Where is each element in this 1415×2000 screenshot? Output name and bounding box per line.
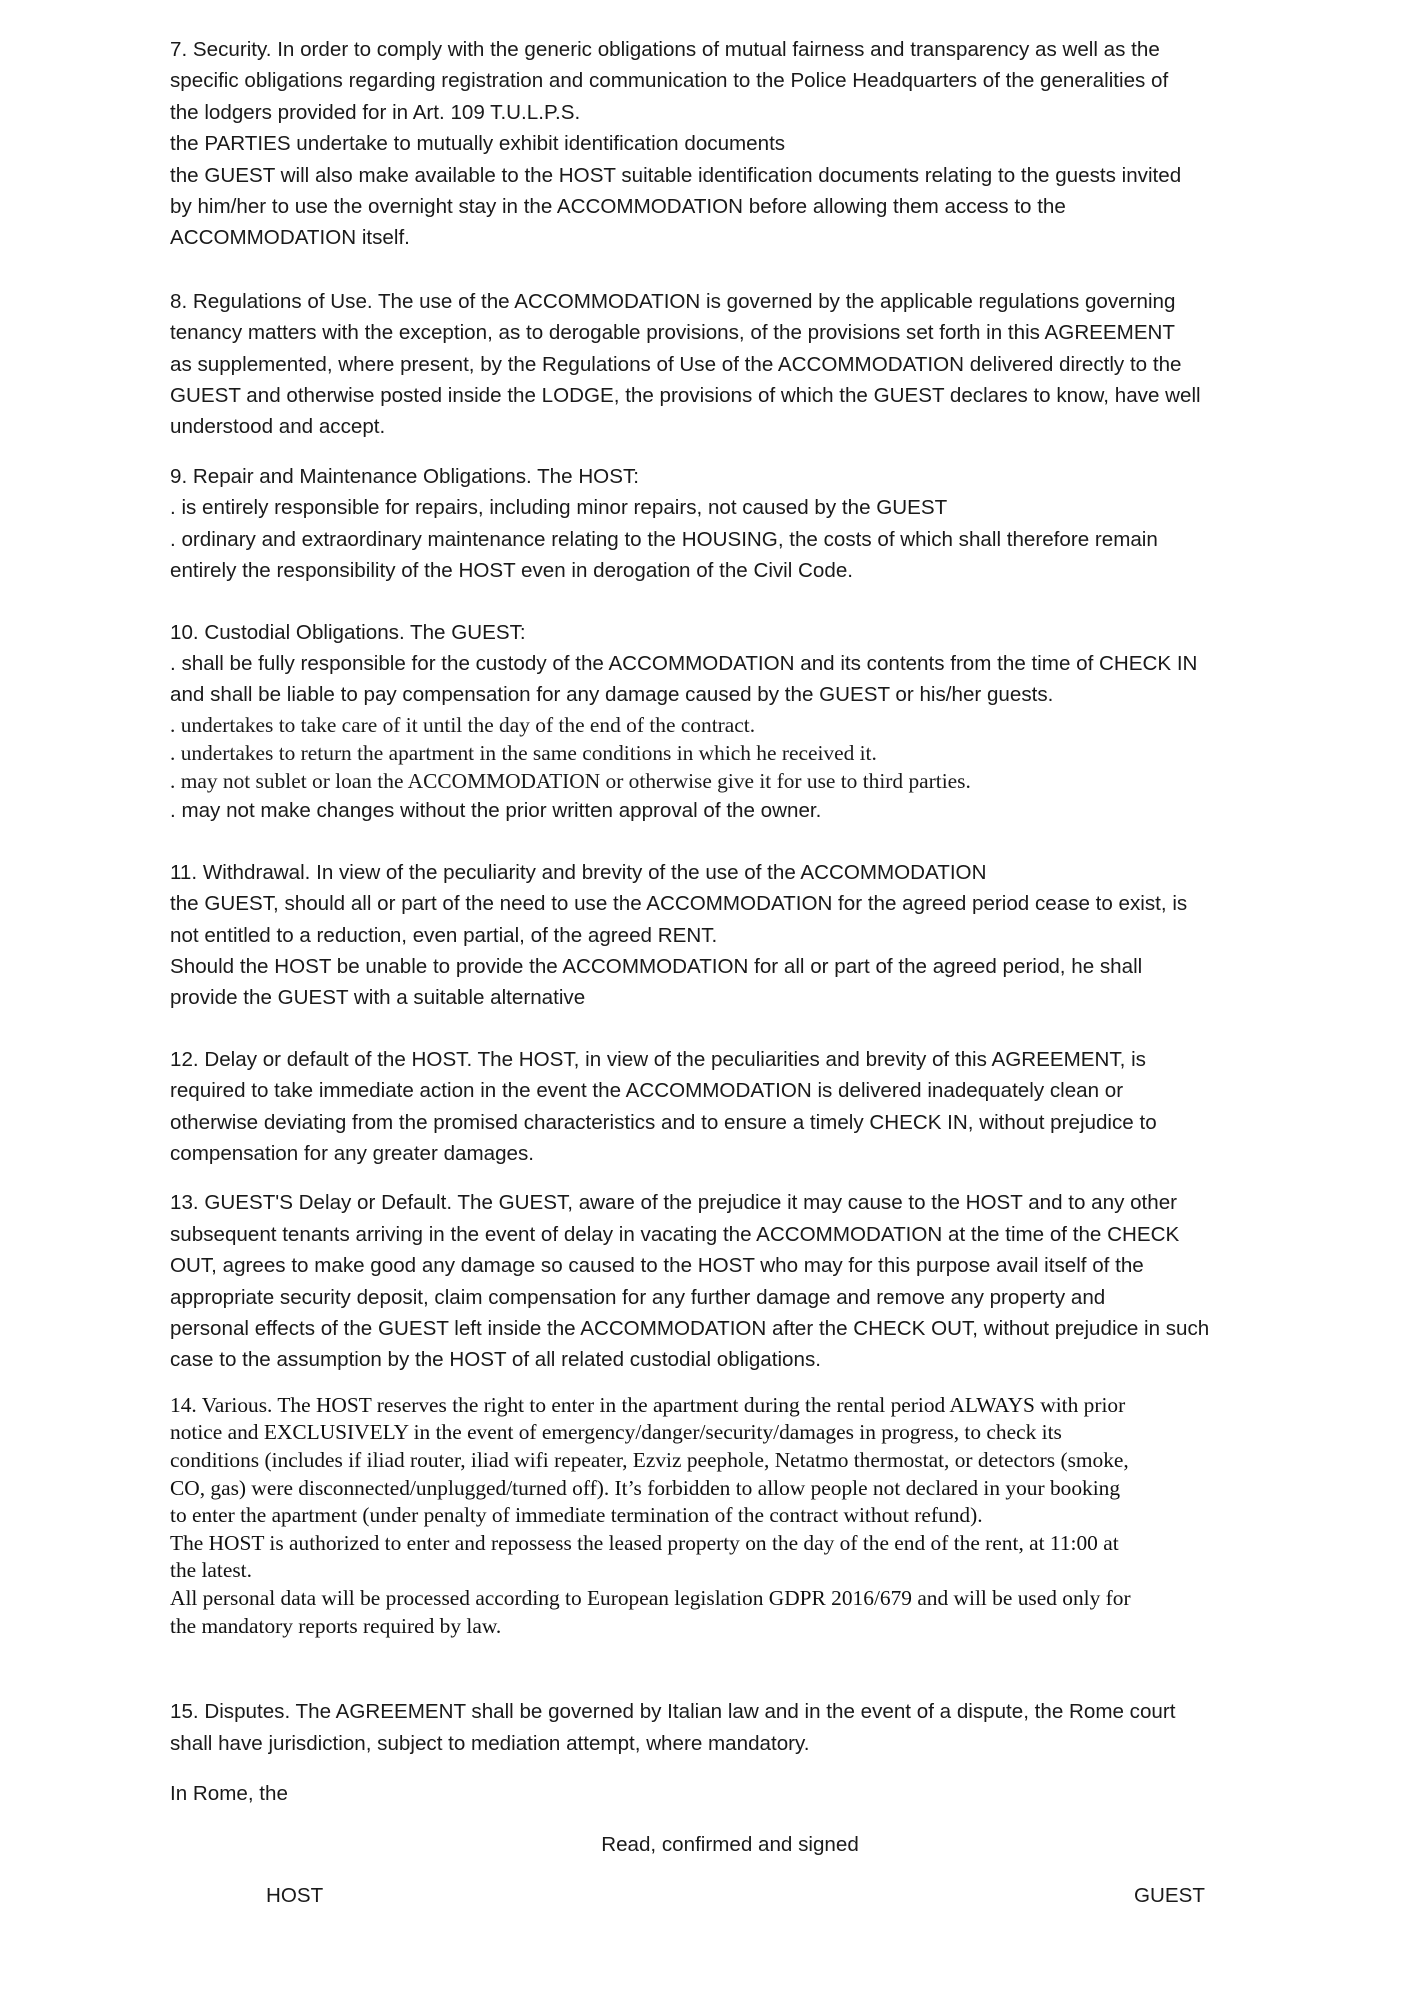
clause-line: notice and EXCLUSIVELY in the event of emergency/danger/security/damages in progress, to check its [170, 1420, 1062, 1445]
clause-line: as supplemented, where present, by the Regulations of Use of the ACCOMMODATION delivered directly to the [170, 352, 1182, 376]
clause-line: ACCOMMODATION itself. [170, 226, 410, 250]
clause-line: . undertakes to take care of it until the day of the end of the contract. [170, 712, 756, 737]
clause-line: appropriate security deposit, claim compensation for any further damage and remove any property and [170, 1285, 1106, 1309]
clause-line: the GUEST, should all or part of the need to use the ACCOMMODATION for the agreed period cease to exist, is [170, 892, 1188, 916]
clause-line: . may not sublet or loan the ACCOMMODATION or otherwise give it for use to third parties. [170, 769, 971, 794]
clause-line: tenancy matters with the exception, as to derogable provisions, of the provisions set forth in this AGREEMENT [170, 321, 1176, 345]
clause-line: shall have jurisdiction, subject to mediation attempt, where mandatory. [170, 1731, 810, 1755]
place-text: In Rome, the [170, 1781, 288, 1805]
clause-line: 15. Disputes. The AGREEMENT shall be governed by Italian law and in the event of a dispute, the Rome court [170, 1700, 1176, 1724]
clause-line: . shall be fully responsible for the custody of the ACCOMMODATION and its contents from the time of CHECK IN [170, 651, 1198, 675]
clause-line: GUEST and otherwise posted inside the LODGE, the provisions of which the GUEST declares to know, have well [170, 384, 1201, 408]
clause-11-withdrawal [170, 857, 1255, 1014]
clause-13-guest-delay [170, 1187, 1255, 1375]
clause-line: . undertakes to return the apartment in the same conditions in which he received it. [170, 740, 877, 765]
clause-line: CO, gas) were disconnected/unplugged/turned off). It’s forbidden to allow people not declared in your booking [170, 1475, 1121, 1500]
clause-7-security [170, 34, 1255, 254]
clause-line: the PARTIES undertake to mutually exhibit identification documents [170, 132, 786, 156]
clause-15-disputes [170, 1696, 1255, 1759]
signature-row [170, 1880, 1255, 1914]
clause-12-host-delay [170, 1044, 1255, 1170]
clause-line: subsequent tenants arriving in the event of delay in vacating the ACCOMMODATION at the time of the CHECK [170, 1222, 1180, 1246]
clause-8-regulations-of-use [170, 286, 1255, 443]
clause-line: not entitled to a reduction, even partial, of the agreed RENT. [170, 923, 718, 947]
clause-line: 10. Custodial Obligations. The GUEST: [170, 620, 526, 644]
confirmation-line [170, 1829, 1255, 1860]
clause-line: conditions (includes if iliad router, iliad wifi repeater, Ezviz peephole, Netatmo thermostat, or detectors (smoke, [170, 1448, 1129, 1473]
host-signature-label: HOST [266, 1883, 324, 1907]
clause-line: entirely the responsibility of the HOST even in derogation of the Civil Code. [170, 559, 854, 583]
clause-line: case to the assumption by the HOST of all related custodial obligations. [170, 1348, 821, 1372]
clause-line: specific obligations regarding registration and communication to the Police Headquarters of the generalities of [170, 69, 1169, 93]
clause-line: All personal data will be processed according to European legislation GDPR 2016/679 and will be used only for [170, 1585, 1131, 1610]
clause-line: to enter the apartment (under penalty of immediate termination of the contract without refund). [170, 1503, 983, 1528]
clause-line: . is entirely responsible for repairs, including minor repairs, not caused by the GUEST [170, 496, 948, 520]
place-date-line [170, 1778, 1255, 1809]
clause-line: 13. GUEST'S Delay or Default. The GUEST, aware of the prejudice it may cause to the HOST and to any other [170, 1191, 1178, 1215]
clause-line: otherwise deviating from the promised characteristics and to ensure a timely CHECK IN, without prejudice to [170, 1110, 1157, 1134]
clause-line: understood and accept. [170, 415, 386, 439]
clause-9-repair-maintenance [170, 461, 1255, 587]
clause-10-custodial-obligations [170, 617, 1255, 827]
clause-line: . ordinary and extraordinary maintenance relating to the HOUSING, the costs of which shall therefore remain [170, 527, 1158, 551]
clause-line: 14. Various. The HOST reserves the right to enter in the apartment during the rental period ALWAYS with prior [170, 1392, 1126, 1417]
clause-line: OUT, agrees to make good any damage so caused to the HOST who may for this purpose avail itself of the [170, 1254, 1144, 1278]
guest-signature-label: GUEST [1134, 1883, 1205, 1907]
clause-line: 11. Withdrawal. In view of the peculiarity and brevity of the use of the ACCOMMODATION [170, 860, 987, 884]
clause-line: 8. Regulations of Use. The use of the ACCOMMODATION is governed by the applicable regulations governing [170, 289, 1176, 313]
clause-line: the lodgers provided for in Art. 109 T.U.L.P.S. [170, 100, 581, 124]
clause-line: the latest. [170, 1558, 252, 1583]
clause-line: the GUEST will also make available to the HOST suitable identification documents relating to the guests invited [170, 163, 1182, 187]
clause-line: personal effects of the GUEST left inside the ACCOMMODATION after the CHECK OUT, without prejudice in such [170, 1317, 1210, 1341]
confirmation-text: Read, confirmed and signed [601, 1833, 859, 1857]
clause-line: Should the HOST be unable to provide the ACCOMMODATION for all or part of the agreed period, he shall [170, 954, 1143, 978]
clause-line: provide the GUEST with a suitable alternative [170, 986, 586, 1010]
clause-line: 9. Repair and Maintenance Obligations. The HOST: [170, 464, 639, 488]
clause-line: required to take immediate action in the event the ACCOMMODATION is delivered inadequately clean or [170, 1079, 1124, 1103]
clause-line: by him/her to use the overnight stay in the ACCOMMODATION before allowing them access to the [170, 195, 1066, 219]
clause-14-various [170, 1392, 1255, 1640]
clause-line: The HOST is authorized to enter and repossess the leased property on the day of the end of the rent, at 11:00 at [170, 1530, 1119, 1555]
clause-line: and shall be liable to pay compensation for any damage caused by the GUEST or his/her guests. [170, 683, 1054, 707]
clause-line: 12. Delay or default of the HOST. The HOST, in view of the peculiarities and brevity of this AGREEMENT, is [170, 1047, 1146, 1071]
clause-line: compensation for any greater damages. [170, 1141, 535, 1165]
clause-line: the mandatory reports required by law. [170, 1613, 502, 1638]
clause-line: 7. Security. In order to comply with the generic obligations of mutual fairness and transparency as well as the [170, 38, 1160, 61]
clause-line: . may not make changes without the prior written approval of the owner. [170, 799, 822, 823]
